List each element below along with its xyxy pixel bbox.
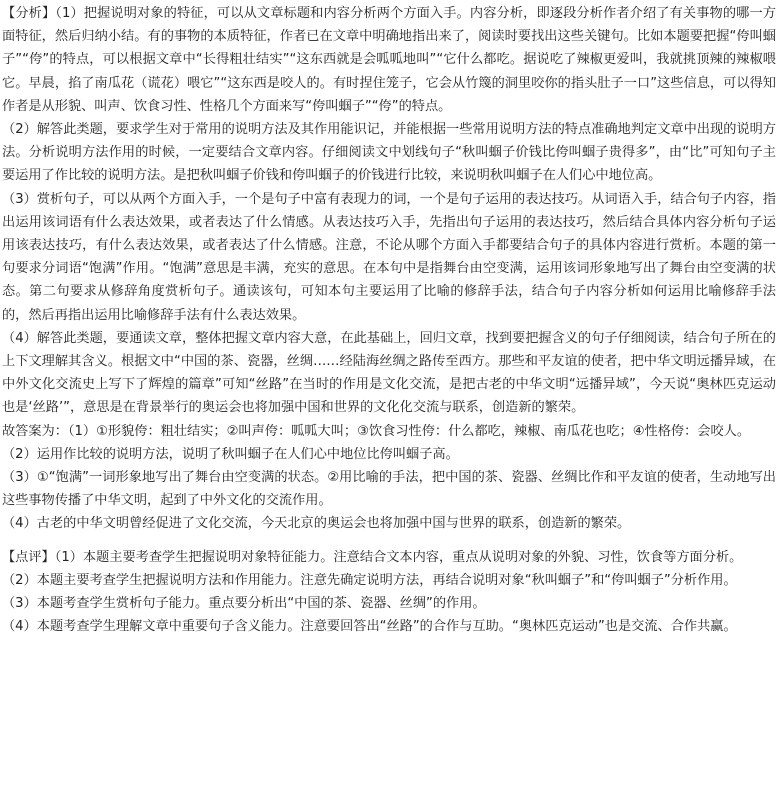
comment-part-1: 【点评】（1）本题主要考查学生把握说明对象特征能力。注意结合文本内容，重点从说明对象的外貌、习性，饮食等方面分析。 [2,549,743,565]
answer-part-4: （4）古老的中华文明曾经促进了文化交流，今天北京的奥运会也将加强中国与世界的联系，创造新的繁荣。 [2,516,631,532]
analysis-part-1: 【分析】（1）把握说明对象的特征，可以从文章标题和内容分析两个方面入手。内容分析，即逐段分析作者介绍了有关事物的哪一方面特征，然后归纳小结。有的事物的本质特征，作者已在文章中明确地指出来了，阅读时要找出这些关键句。比如本题要把握“侉叫蝈子”“侉”的特点，可以根据文章中“长得粗壮结实”“这东西就是会呱呱地叫”“它什么都吃。据说吃了辣椒更爱叫，我就挑顶辣的辣椒喂它。早晨，掐了南瓜花（谎花）喂它”“这东西是咬人的。有时捏住笼子，它会从竹篾的洞里咬你的指头肚子一口”这些信息，可以得知作者是从形貌、叫声、饮食习性、性格几个方面来写“侉叫蝈子”“侉”的特点。 [2,6,776,114]
analysis-part-3: （3）赏析句子，可以从两个方面入手，一个是句子中富有表现力的词，一个是句子运用的表达技巧。从词语入手，结合句子内容，指出运用该词语有什么表达效果，或者表达了什么情感。从表达技巧入手，先指出句子运用的表达技巧，然后结合具体内容分析句子运用该表达技巧，有什么表达效果，或者表达了什么情感。注意，不论从哪个方面入手都要结合句子的具体内容进行赏析。本题的第一句要求分词语“饱满”作用。“饱满”意思是丰满，充实的意思。在本句中是指舞台由空变满，运用该词形象地写出了舞台由空变满的状态。第二句要求从修辞角度赏析句子。通读该句，可知本句主要运用了比喻的修辞手法，结合句子内容分析如何运用比喻修辞手法的，然后再指出运用比喻修辞手法有什么表达效果。 [2,191,776,323]
answer-part-1: 故答案为：（1）①形貌侉：粗壮结实；②叫声侉：呱呱大叫；③饮食习性侉：什么都吃，辣椒、南瓜花也吃；④性格侉：会咬人。 [2,423,751,439]
answer-part-3: （3）①“饱满”一词形象地写出了舞台由空变满的状态。②用比喻的手法，把中国的茶、瓷器、丝绸比作和平友谊的使者，生动地写出这些事物传播了中华文明，起到了中外文化的交流作用。 [2,470,776,509]
answer-part-2: （2）运用作比较的说明方法，说明了秋叫蝈子在人们心中地位比侉叫蝈子高。 [2,446,459,462]
comment-part-4: （4）本题考查学生理解文章中重要句子含义能力。注意要回答出“丝路”的合作与互助。“奥林匹克运动”也是交流、合作共赢。 [2,619,737,635]
comment-part-2: （2）本题主要考查学生把握说明方法和作用能力。注意先确定说明方法，再结合说明对象“秋叫蝈子”和“侉叫蝈子”分析作用。 [2,572,737,588]
analysis-part-4: （4）解答此类题，要通读文章，整体把握文章内容大意，在此基础上，回归文章，找到要把握含义的句子仔细阅读，结合句子所在的上下文理解其含义。根据文中“中国的茶、瓷器，丝绸……经陆海丝绸之路传至西方。那些和平友谊的使者，把中华文明远播异域，在中外文化交流史上写下了辉煌的篇章”可知“丝路”在当时的作用是文化交流，是把古老的中华文明“远播异域”，今天说“奥林匹克运动也是‘丝路’”，意思是在背景举行的奥运会也将加强中国和世界的文化化交流与联系，创造新的繁荣。 [2,330,776,416]
analysis-part-2: （2）解答此类题，要求学生对于常用的说明方法及其作用能识记，并能根据一些常用说明方法的特点准确地判定文章中出现的说明方法。分析说明方法作用的时候，一定要结合文章内容。仔细阅读文中划线句子“秋叫蝈子价钱比侉叫蝈子贵得多”，由“比”可知句子主要运用了作比较的说明方法。是把秋叫蝈子价钱和侉叫蝈子的价钱进行比较，来说明秋叫蝈子在人们心中地位高。 [2,122,776,184]
comment-part-3: （3）本题考查学生赏析句子能力。重点要分析出“中国的茶、瓷器、丝绸”的作用。 [2,596,486,612]
section-gap [2,536,776,546]
